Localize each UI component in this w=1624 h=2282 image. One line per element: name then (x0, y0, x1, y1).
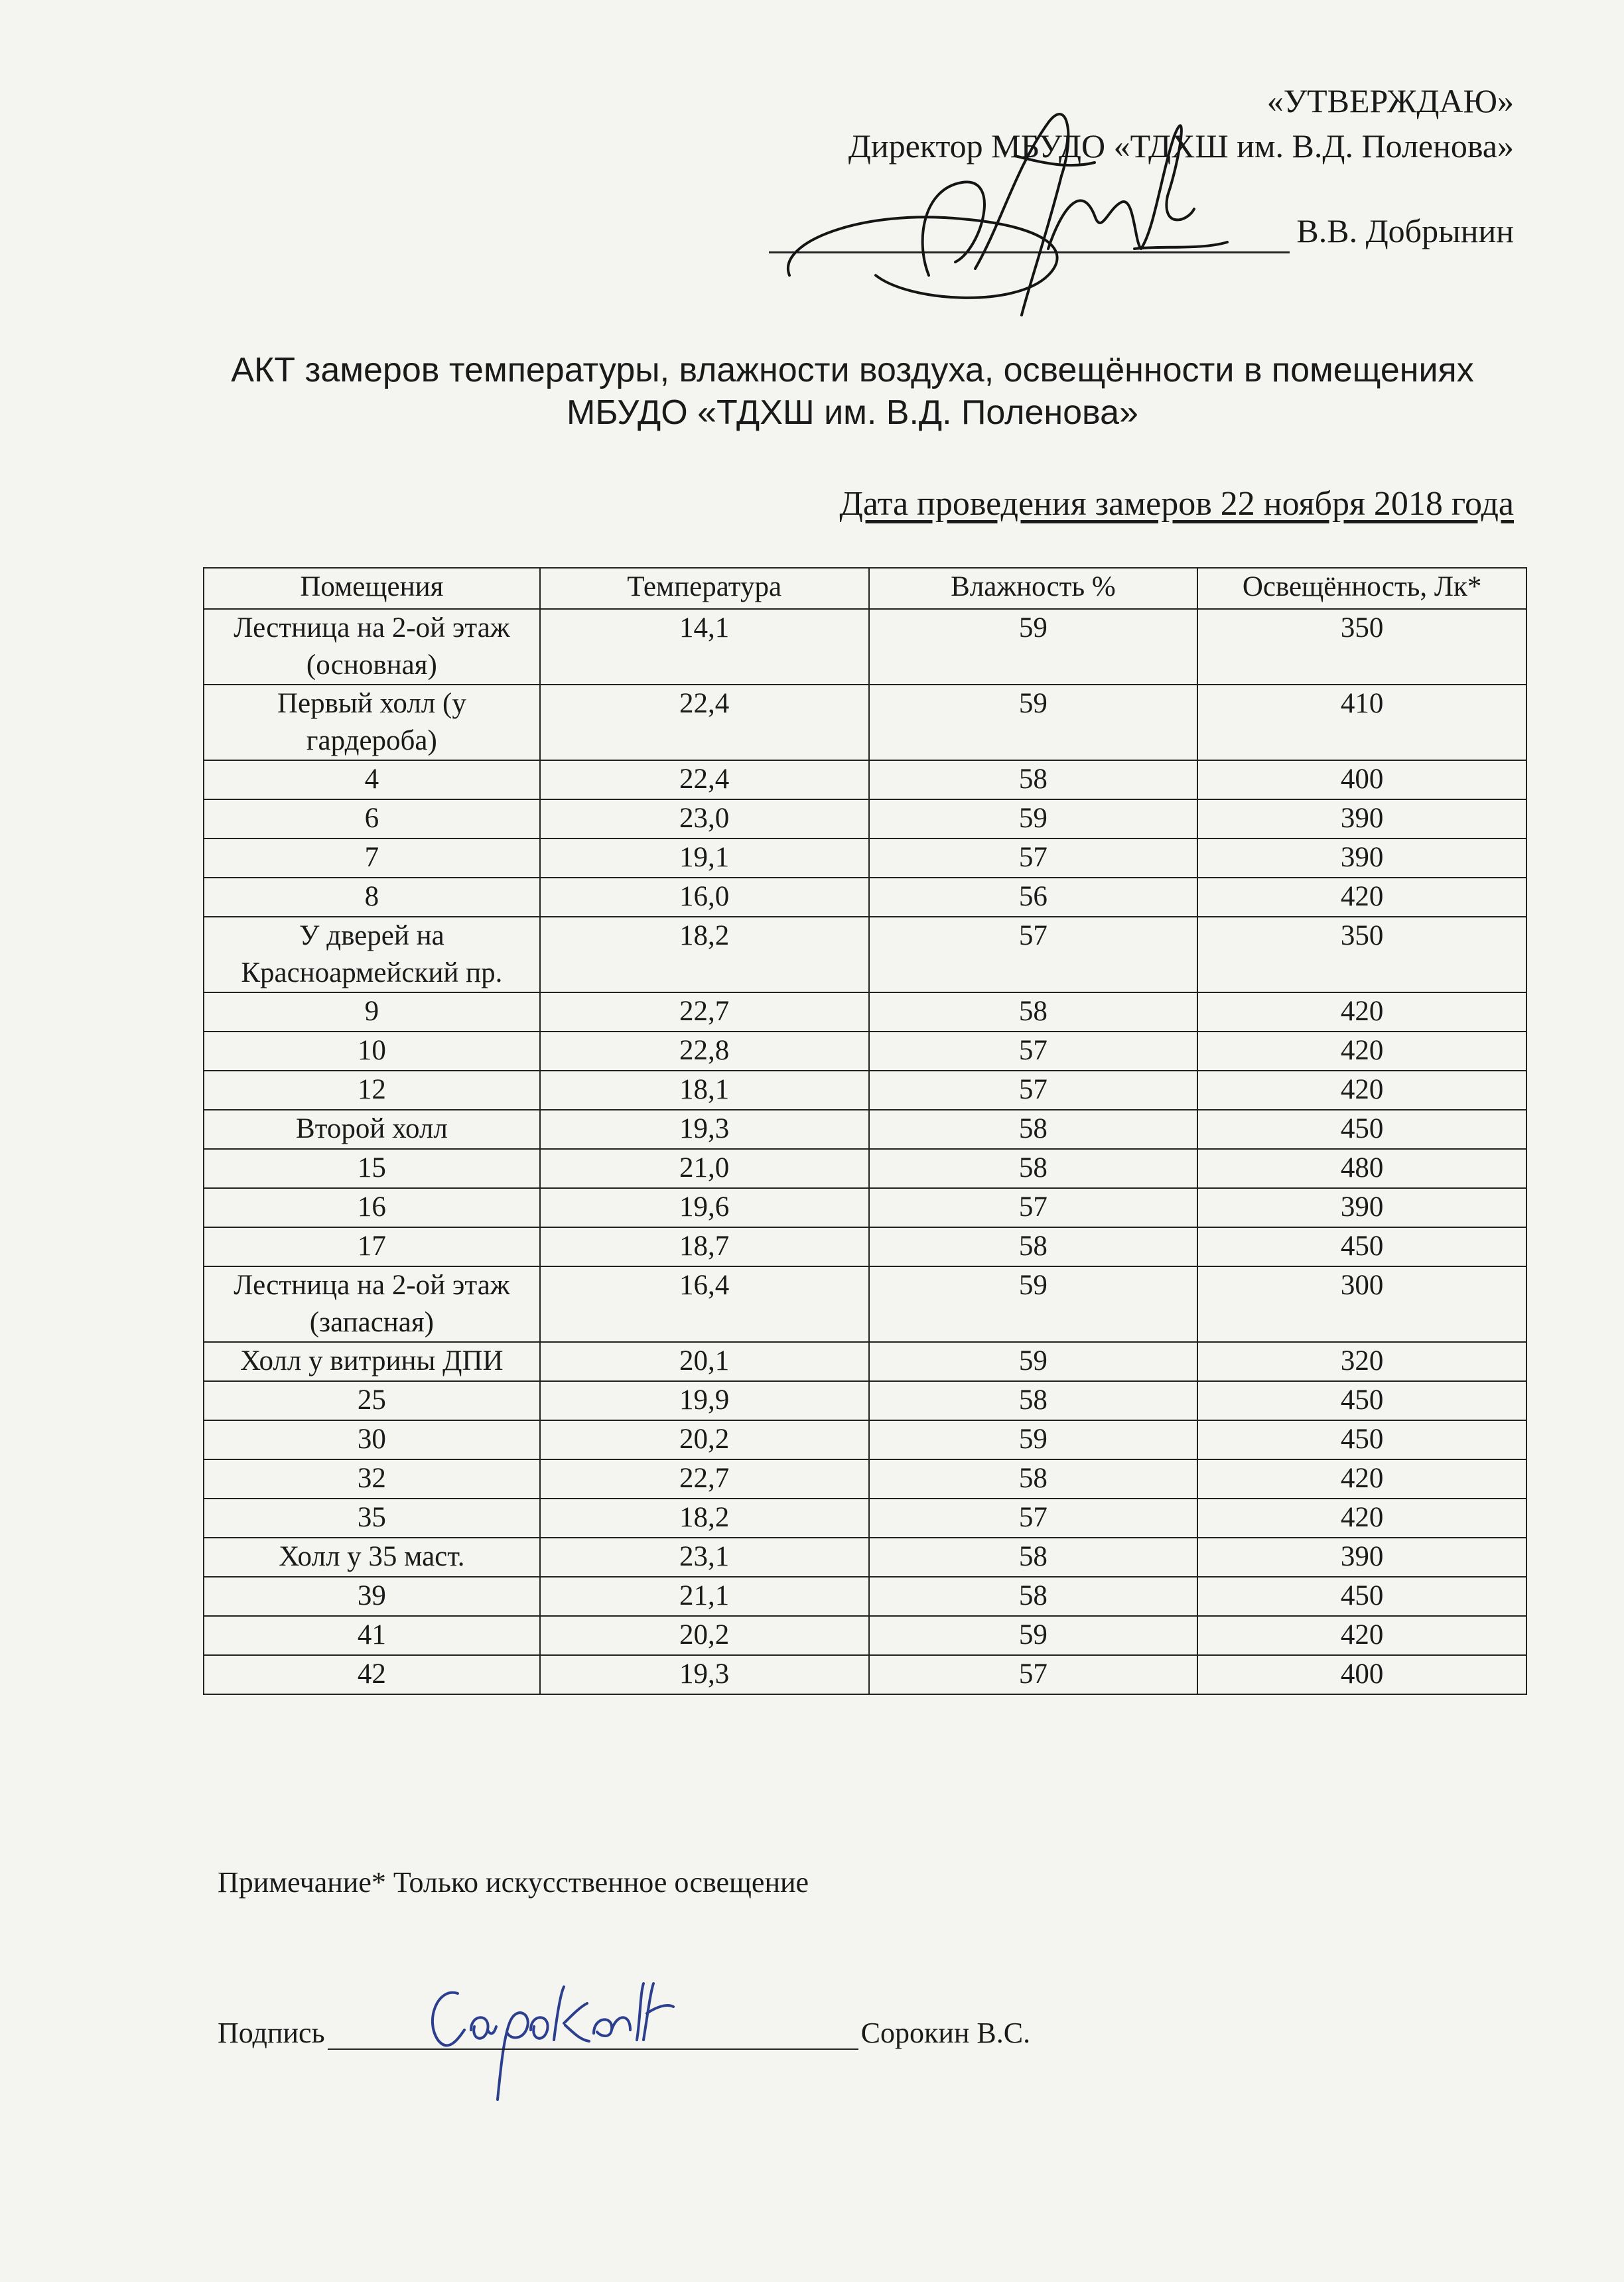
approval-position: Директор МБУДО «ТДХШ им. В.Д. Поленова» (848, 127, 1514, 165)
cell-temperature: 19,3 (540, 1655, 869, 1694)
cell-temperature: 23,0 (540, 799, 869, 839)
cell-room: 8 (204, 878, 540, 917)
table-row (204, 1071, 1526, 1110)
table-row (204, 1110, 1526, 1149)
header-illumination: Освещённость, Лк* (1197, 568, 1526, 609)
signature-row (218, 2015, 1030, 2050)
cell-room: 12 (204, 1071, 540, 1110)
cell-illumination: 350 (1197, 917, 1526, 992)
cell-room: 15 (204, 1149, 540, 1188)
cell-humidity: 58 (869, 1381, 1198, 1420)
table-row (204, 760, 1526, 799)
table-row (204, 1459, 1526, 1499)
header-rooms: Помещения (204, 568, 540, 609)
table-row (204, 799, 1526, 839)
cell-humidity: 59 (869, 799, 1198, 839)
footnote: Примечание* Только искусственное освещение (218, 1866, 809, 1899)
cell-room: 7 (204, 839, 540, 878)
cell-illumination: 450 (1197, 1577, 1526, 1616)
cell-humidity: 57 (869, 1188, 1198, 1227)
cell-temperature: 20,2 (540, 1616, 869, 1655)
cell-humidity: 59 (869, 685, 1198, 760)
table-row (204, 1149, 1526, 1188)
cell-illumination: 450 (1197, 1227, 1526, 1266)
table-body (204, 609, 1526, 1694)
cell-illumination: 420 (1197, 1616, 1526, 1655)
cell-temperature: 19,1 (540, 839, 869, 878)
cell-room: 10 (204, 1032, 540, 1071)
cell-illumination: 400 (1197, 1655, 1526, 1694)
cell-illumination: 320 (1197, 1342, 1526, 1381)
measurements-table (203, 567, 1527, 1695)
cell-illumination: 410 (1197, 685, 1526, 760)
cell-room: 9 (204, 992, 540, 1032)
cell-illumination: 390 (1197, 839, 1526, 878)
table-row (204, 1032, 1526, 1071)
cell-room: 39 (204, 1577, 540, 1616)
table-row (204, 839, 1526, 878)
cell-temperature: 19,6 (540, 1188, 869, 1227)
cell-temperature: 18,2 (540, 1499, 869, 1538)
table-row (204, 992, 1526, 1032)
cell-temperature: 18,1 (540, 1071, 869, 1110)
approval-stamp: «УТВЕРЖДАЮ» (1266, 82, 1514, 119)
cell-room: 16 (204, 1188, 540, 1227)
cell-temperature: 22,4 (540, 685, 869, 760)
cell-humidity: 58 (869, 760, 1198, 799)
cell-humidity: 58 (869, 1459, 1198, 1499)
cell-illumination: 350 (1197, 609, 1526, 685)
cell-room: 17 (204, 1227, 540, 1266)
cell-illumination: 480 (1197, 1149, 1526, 1188)
title-line-2: МБУДО «ТДХШ им. В.Д. Поленова» (567, 393, 1138, 432)
table-row (204, 609, 1526, 685)
cell-humidity: 58 (869, 1110, 1198, 1149)
table-row (204, 1577, 1526, 1616)
table-row (204, 1227, 1526, 1266)
cell-temperature: 22,7 (540, 992, 869, 1032)
cell-temperature: 20,1 (540, 1342, 869, 1381)
cell-illumination: 420 (1197, 1071, 1526, 1110)
cell-temperature: 21,0 (540, 1149, 869, 1188)
signature-label: Подпись (218, 2017, 325, 2049)
cell-illumination: 420 (1197, 992, 1526, 1032)
cell-illumination: 300 (1197, 1266, 1526, 1342)
cell-temperature: 21,1 (540, 1577, 869, 1616)
cell-illumination: 420 (1197, 1499, 1526, 1538)
cell-humidity: 59 (869, 1342, 1198, 1381)
cell-illumination: 450 (1197, 1420, 1526, 1459)
table-header-row (204, 568, 1526, 609)
cell-humidity: 58 (869, 1538, 1198, 1577)
cell-humidity: 59 (869, 609, 1198, 685)
cell-temperature: 23,1 (540, 1538, 869, 1577)
table-row (204, 1381, 1526, 1420)
table-row (204, 1538, 1526, 1577)
cell-room: Первый холл (у гардероба) (204, 685, 540, 760)
director-signature-icon (763, 76, 1234, 328)
cell-room: 32 (204, 1459, 540, 1499)
cell-illumination: 420 (1197, 1459, 1526, 1499)
cell-humidity: 57 (869, 1499, 1198, 1538)
cell-temperature: 22,8 (540, 1032, 869, 1071)
cell-room: 30 (204, 1420, 540, 1459)
cell-temperature: 16,4 (540, 1266, 869, 1342)
table-row (204, 1655, 1526, 1694)
cell-illumination: 390 (1197, 1188, 1526, 1227)
cell-room: Лестница на 2-ой этаж (запасная) (204, 1266, 540, 1342)
header-temperature: Температура (540, 568, 869, 609)
cell-temperature: 19,9 (540, 1381, 869, 1420)
cell-room: Холл у 35 маст. (204, 1538, 540, 1577)
cell-temperature: 18,2 (540, 917, 869, 992)
cell-illumination: 390 (1197, 799, 1526, 839)
table-row (204, 1188, 1526, 1227)
table-row (204, 917, 1526, 992)
measurement-date: Дата проведения замеров 22 ноября 2018 года (839, 485, 1514, 523)
table-row (204, 878, 1526, 917)
cell-temperature: 22,7 (540, 1459, 869, 1499)
header-humidity: Влажность % (869, 568, 1198, 609)
cell-illumination: 400 (1197, 760, 1526, 799)
table-row (204, 1420, 1526, 1459)
cell-humidity: 59 (869, 1616, 1198, 1655)
cell-temperature: 18,7 (540, 1227, 869, 1266)
cell-illumination: 390 (1197, 1538, 1526, 1577)
cell-humidity: 58 (869, 1149, 1198, 1188)
cell-humidity: 58 (869, 1227, 1198, 1266)
signature-line (328, 2015, 858, 2050)
table-row (204, 1266, 1526, 1342)
table-row (204, 1342, 1526, 1381)
cell-illumination: 420 (1197, 878, 1526, 917)
table-row (204, 685, 1526, 760)
cell-illumination: 420 (1197, 1032, 1526, 1071)
document-title (199, 349, 1506, 434)
cell-illumination: 450 (1197, 1110, 1526, 1149)
cell-room: Холл у витрины ДПИ (204, 1342, 540, 1381)
cell-humidity: 57 (869, 1655, 1198, 1694)
cell-room: 35 (204, 1499, 540, 1538)
cell-temperature: 22,4 (540, 760, 869, 799)
cell-room: Второй холл (204, 1110, 540, 1149)
cell-humidity: 57 (869, 1071, 1198, 1110)
cell-humidity: 59 (869, 1266, 1198, 1342)
cell-humidity: 56 (869, 878, 1198, 917)
cell-room: 6 (204, 799, 540, 839)
cell-illumination: 450 (1197, 1381, 1526, 1420)
cell-humidity: 59 (869, 1420, 1198, 1459)
cell-temperature: 14,1 (540, 609, 869, 685)
cell-humidity: 57 (869, 917, 1198, 992)
cell-temperature: 19,3 (540, 1110, 869, 1149)
cell-room: 4 (204, 760, 540, 799)
cell-room: 25 (204, 1381, 540, 1420)
cell-humidity: 57 (869, 1032, 1198, 1071)
cell-room: Лестница на 2-ой этаж (основная) (204, 609, 540, 685)
cell-temperature: 16,0 (540, 878, 869, 917)
cell-humidity: 58 (869, 1577, 1198, 1616)
table-row (204, 1616, 1526, 1655)
title-line-1: АКТ замеров температуры, влажности воздуха, освещённости в помещениях (231, 351, 1474, 389)
director-name: В.В. Добрынин (1296, 212, 1514, 249)
cell-room: 41 (204, 1616, 540, 1655)
cell-room: У дверей на Красноармейский пр. (204, 917, 540, 992)
cell-humidity: 58 (869, 992, 1198, 1032)
cell-humidity: 57 (869, 839, 1198, 878)
cell-room: 42 (204, 1655, 540, 1694)
cell-temperature: 20,2 (540, 1420, 869, 1459)
table-row (204, 1499, 1526, 1538)
signer-name: Сорокин В.С. (860, 2017, 1031, 2049)
